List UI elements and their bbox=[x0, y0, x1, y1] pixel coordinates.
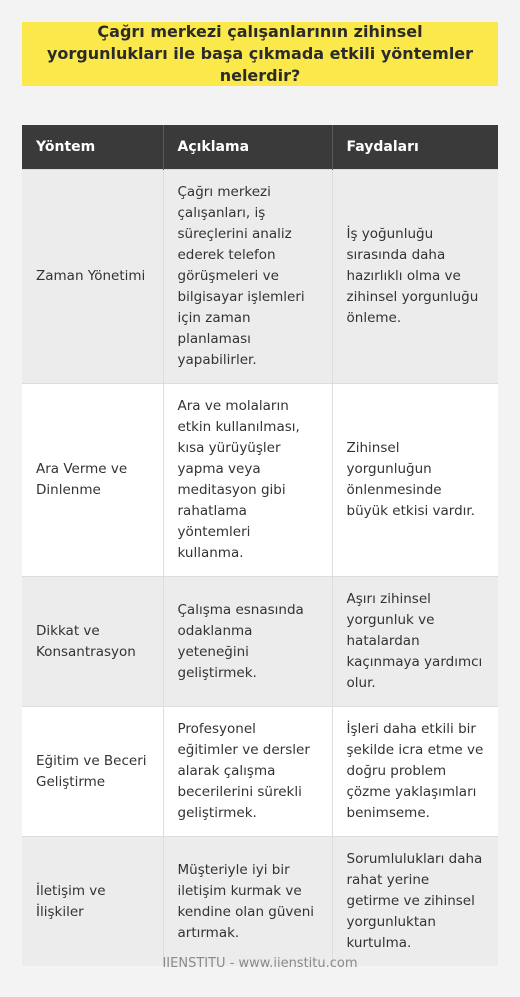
table-row bbox=[22, 837, 498, 967]
methods-table bbox=[22, 125, 498, 966]
method-cell: Zaman Yönetimi bbox=[22, 170, 163, 384]
benefits-cell: İş yoğunluğu sırasında daha hazırlıklı olma ve zihinsel yorgunluğu önleme. bbox=[332, 170, 498, 384]
column-header-method: Yöntem bbox=[22, 125, 163, 170]
method-cell: İletişim ve İlişkiler bbox=[22, 837, 163, 967]
method-cell: Dikkat ve Konsantrasyon bbox=[22, 577, 163, 707]
column-header-description: Açıklama bbox=[163, 125, 332, 170]
page-title: Çağrı merkezi çalışanlarının zihinsel yorgunlukları ile başa çıkmada etkili yöntemler nelerdir? bbox=[46, 22, 474, 85]
benefits-cell: Zihinsel yorgunluğun önlenmesinde büyük etkisi vardır. bbox=[332, 384, 498, 577]
description-cell: Çağrı merkezi çalışanları, iş süreçlerini analiz ederek telefon görüşmeleri ve bilgisayar işlemleri için zaman planlaması yapabilirler. bbox=[163, 170, 332, 384]
method-cell: Ara Verme ve Dinlenme bbox=[22, 384, 163, 577]
footer-credit: IIENSTITU - www.iienstitu.com bbox=[162, 956, 358, 971]
table-row bbox=[22, 577, 498, 707]
benefits-cell: Sorumlulukları daha rahat yerine getirme ve zihinsel yorgunluktan kurtulma. bbox=[332, 837, 498, 967]
table-row bbox=[22, 170, 498, 384]
benefits-cell: Aşırı zihinsel yorgunluk ve hatalardan kaçınmaya yardımcı olur. bbox=[332, 577, 498, 707]
method-cell: Eğitim ve Beceri Geliştirme bbox=[22, 707, 163, 837]
description-cell: Müşteriyle iyi bir iletişim kurmak ve kendine olan güveni artırmak. bbox=[163, 837, 332, 967]
table-row bbox=[22, 707, 498, 837]
column-header-benefits: Faydaları bbox=[332, 125, 498, 170]
title-banner bbox=[22, 22, 498, 86]
table-header-row bbox=[22, 125, 498, 170]
description-cell: Çalışma esnasında odaklanma yeteneğini geliştirmek. bbox=[163, 577, 332, 707]
table-row bbox=[22, 384, 498, 577]
benefits-cell: İşleri daha etkili bir şekilde icra etme ve doğru problem çözme yaklaşımları benimseme. bbox=[332, 707, 498, 837]
description-cell: Profesyonel eğitimler ve dersler alarak çalışma becerilerini sürekli geliştirmek. bbox=[163, 707, 332, 837]
description-cell: Ara ve molaların etkin kullanılması, kısa yürüyüşler yapma veya meditasyon gibi rahatlama yöntemleri kullanma. bbox=[163, 384, 332, 577]
